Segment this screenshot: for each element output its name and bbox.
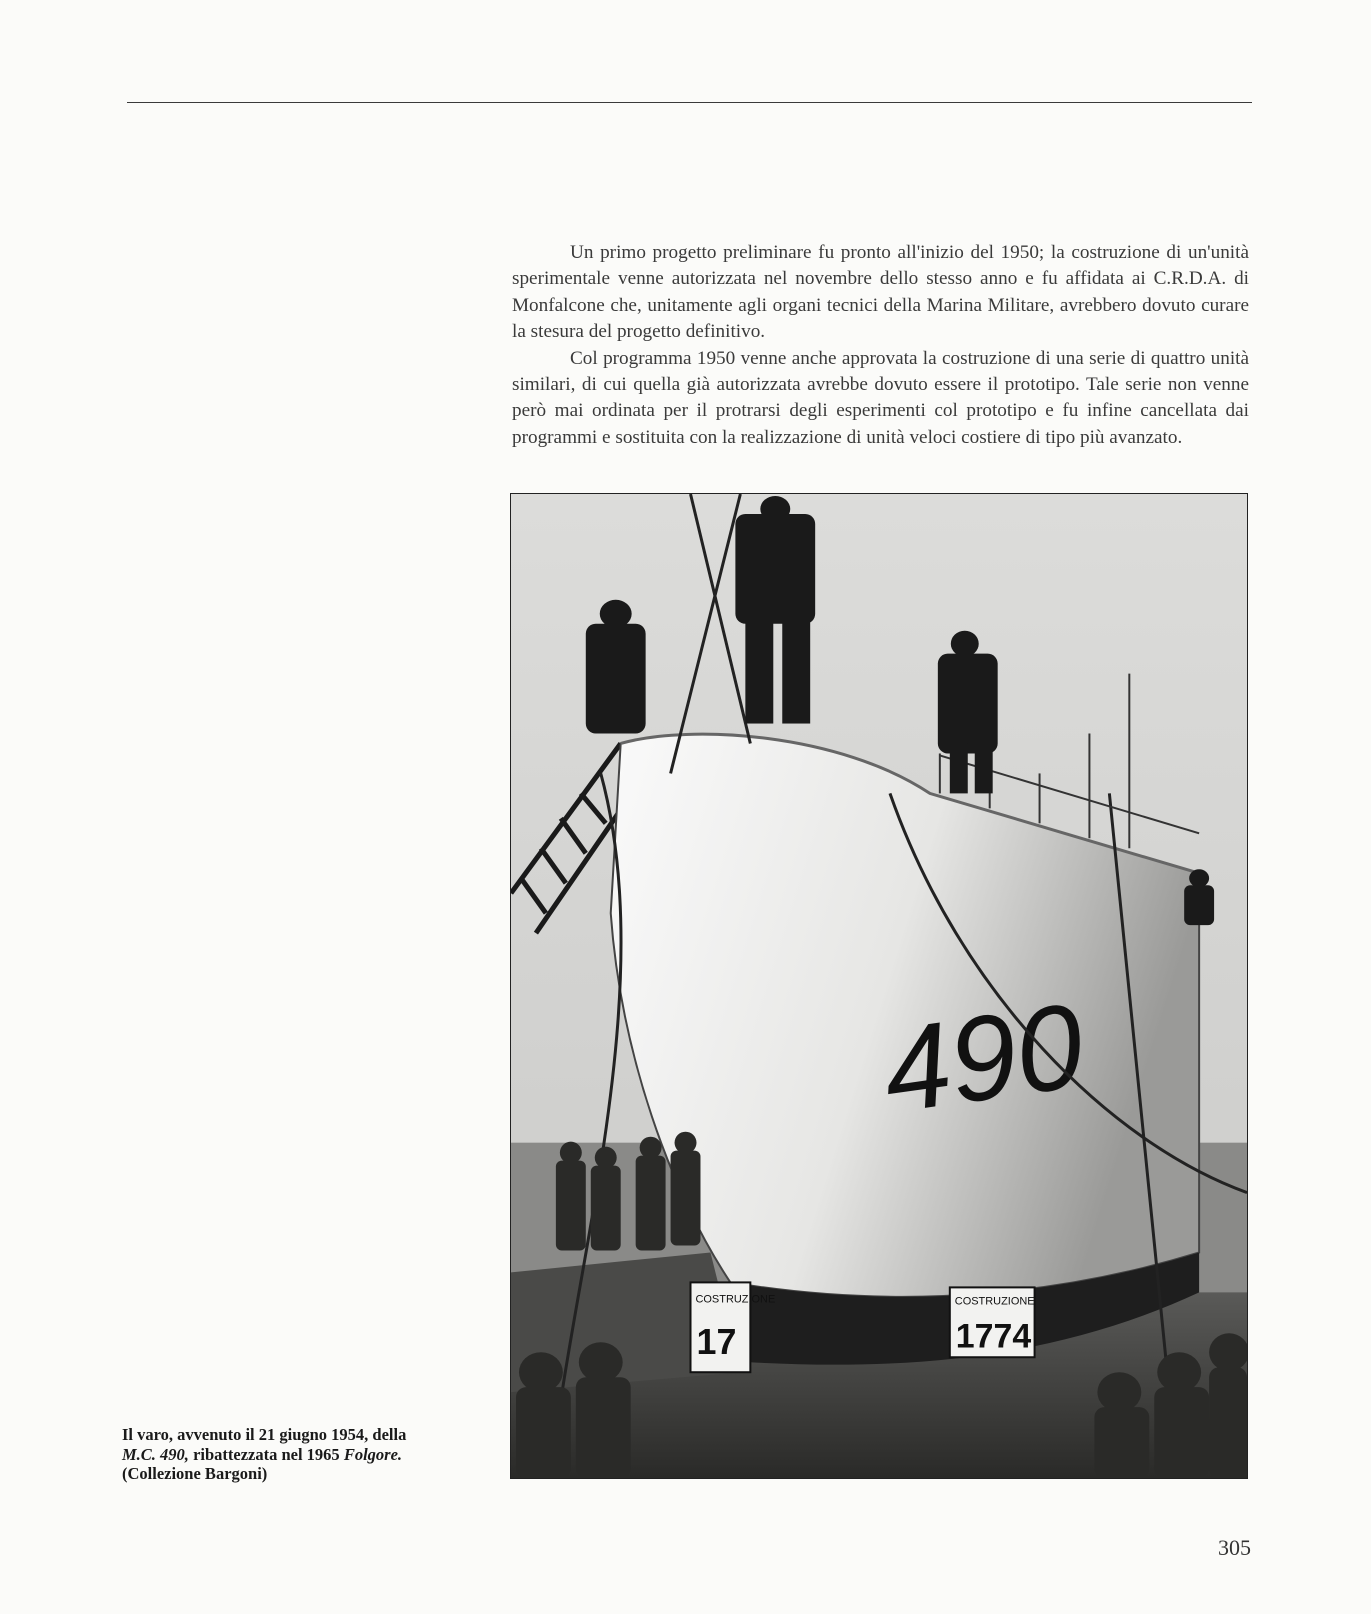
ship-launch-illustration — [511, 494, 1247, 1478]
caption-line-3: (Collezione Bargoni) — [122, 1464, 268, 1483]
paragraph-2: Col programma 1950 venne anche approvata la costruzione di una serie di quattro unità similari, di cui quella già autorizzata avrebbe dovuto essere il prototipo. Tale serie non venne però mai ordinata per il protrarsi degli esperimenti col prototipo e fu infine cancellata dai programmi e sostituita con la realizzazione di unità veloci costiere di tipo più avanzato. — [512, 347, 1249, 448]
svg-text:1774: 1774 — [955, 1317, 1032, 1356]
launch-photo — [510, 493, 1248, 1479]
caption-renamed-text: ribattezzata nel 1965 — [188, 1444, 344, 1464]
caption-line-1: Il varo, avvenuto il 21 giugno 1954, della — [122, 1425, 407, 1444]
paragraph-1: Un primo progetto preliminare fu pronto all'inizio del 1950; la costruzione di un'unità sperimentale venne autorizzata nel novembre dello stesso anno e fu affidata ai C.R.D.A. di Monfalcone che, unitamente agli organi tecnici della Marina Militare, avrebbero dovuto curare la stesura del progetto definitivo. — [512, 242, 1249, 343]
hull-number-text: 490 — [875, 978, 1092, 1139]
svg-text:COSTRUZIONE: COSTRUZIONE — [954, 1295, 1035, 1308]
page-number: 305 — [1218, 1535, 1251, 1560]
svg-text:17: 17 — [696, 1321, 737, 1363]
caption-new-name: Folgore. — [343, 1444, 403, 1464]
photo-caption — [122, 1425, 452, 1484]
svg-text:COSTRUZIONE: COSTRUZIONE — [695, 1293, 776, 1306]
construction-sign-right — [950, 1287, 1035, 1357]
caption-vessel-name: M.C. 490, — [122, 1444, 189, 1464]
body-text — [512, 240, 1249, 451]
caption-line-2 — [122, 1445, 452, 1465]
header-rule — [127, 102, 1252, 103]
